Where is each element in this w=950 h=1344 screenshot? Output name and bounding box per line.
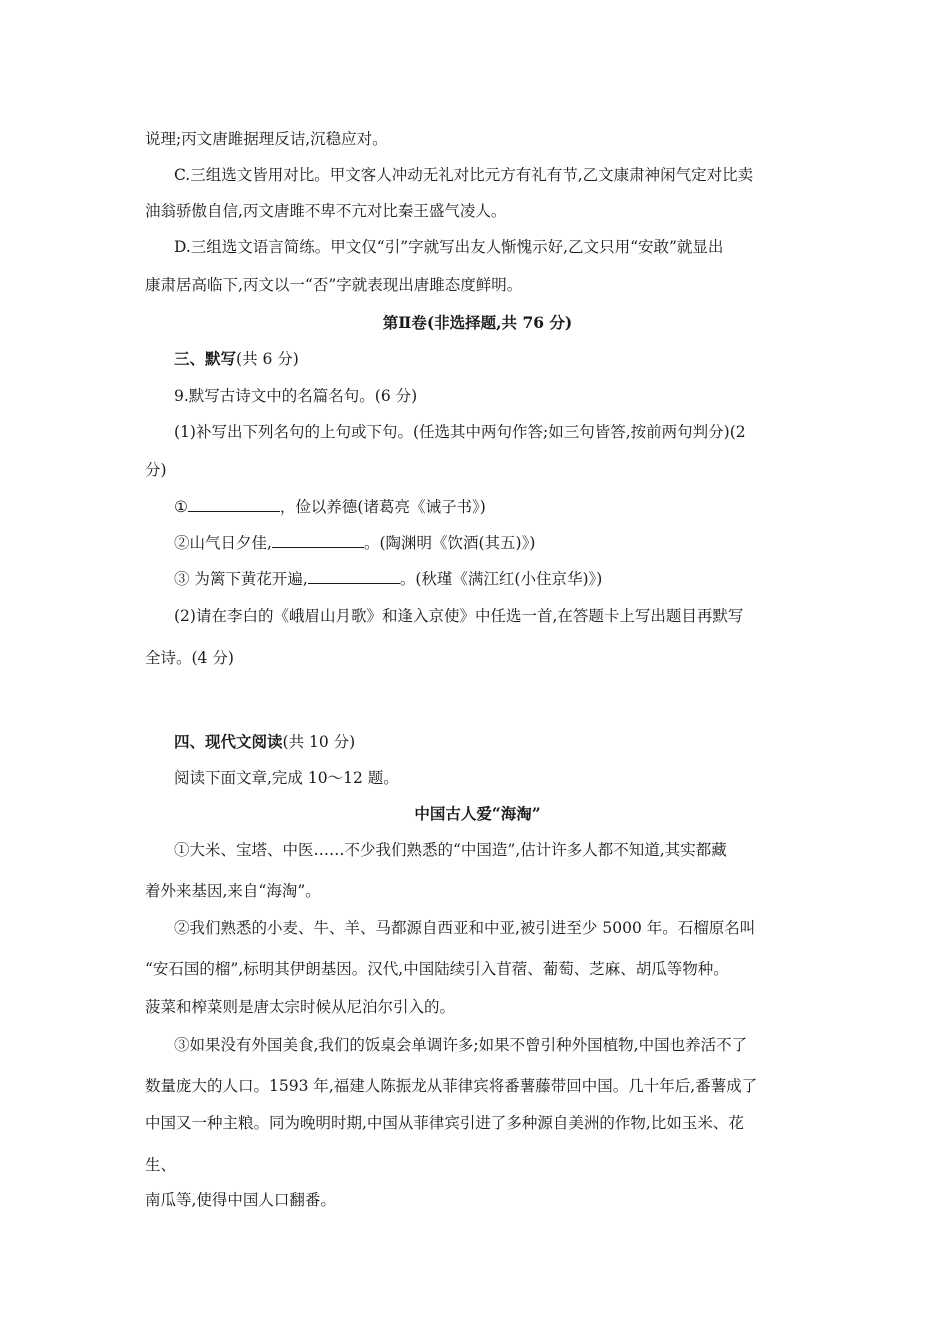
option-b-continuation: 说理;丙文唐雎据理反诘,沉稳应对。 xyxy=(145,130,388,148)
fill-item-2 xyxy=(174,532,839,554)
option-c-line-1: C.三组选文皆用对比。甲文客人冲动无礼对比元方有礼有节,乙文康肃神闲气定对比卖 xyxy=(174,166,754,184)
answer-blank-3[interactable] xyxy=(308,569,400,584)
paragraph-2-line-3: 菠菜和榨菜则是唐太宗时候从尼泊尔引入的。 xyxy=(145,998,456,1016)
fill-item-1 xyxy=(174,496,839,518)
paragraph-3-line-1: ③如果没有外国美食,我们的饭桌会单调许多;如果不曾引种外国植物,中国也养活不了 xyxy=(174,1036,748,1054)
question-9-2-line-2: 全诗。(4 分) xyxy=(145,649,234,667)
question-9-2-line-1: (2)请在李白的《峨眉山月歌》和逢入京使》中任选一首,在答题卡上写出题目再默写 xyxy=(174,607,744,625)
question-9: 9.默写古诗文中的名篇名句。(6 分) xyxy=(174,387,418,405)
answer-blank-1[interactable] xyxy=(188,497,280,512)
fill-item-2-source: 。(陶渊明《饮酒(其五)》) xyxy=(363,534,536,552)
fill-item-2-text: ②山气日夕佳, xyxy=(174,534,272,552)
section-heading-reading xyxy=(174,731,839,753)
paragraph-3-line-3: 中国又一种主粮。同为晚明时期,中国从菲律宾引进了多种源自美洲的作物,比如玉米、花 xyxy=(145,1114,744,1132)
option-d-line-1: D.三组选文语言简练。甲文仅“引”字就写出友人惭愧示好,乙文只用“安敢”就显出 xyxy=(174,238,724,256)
option-d-line-2: 康肃居高临下,丙文以一“否”字就表现出唐雎态度鲜明。 xyxy=(145,276,523,294)
option-c-line-2: 油翁骄傲自信,丙文唐雎不卑不亢对比秦王盛气凌人。 xyxy=(145,202,507,220)
section-title-part-2: 第Ⅱ卷(非选择题,共 76 分) xyxy=(382,313,573,332)
paragraph-1-line-1: ①大米、宝塔、中医……不少我们熟悉的“中国造”,估计许多人都不知道,其实都藏 xyxy=(174,841,727,859)
paragraph-2-line-2: “安石国的榴”,标明其伊朗基因。汉代,中国陆续引入苜蓿、葡萄、芝麻、胡瓜等物种。 xyxy=(145,960,729,978)
paragraph-3-line-4: 生、 xyxy=(145,1156,177,1174)
fill-item-1-marker: ① xyxy=(174,498,188,516)
paragraph-3-line-5: 南瓜等,使得中国人口翻番。 xyxy=(145,1191,336,1209)
paragraph-1-line-2: 着外来基因,来自“海淘”。 xyxy=(145,882,321,900)
fill-item-3 xyxy=(174,568,839,590)
section-heading-label: 三、默写 xyxy=(174,349,237,368)
article-title: 中国古人爱“海淘” xyxy=(414,804,541,823)
question-9-1-line-2: 分) xyxy=(145,461,167,479)
paragraph-2-line-1: ②我们熟悉的小麦、牛、羊、马都源自西亚和中亚,被引进至少 5000 年。石榴原名叫 xyxy=(174,919,756,937)
question-9-1-line-1: (1)补写出下列名句的上句或下句。(任选其中两句作答;如三句皆答,按前两句判分)(2 xyxy=(174,423,746,441)
section-heading-score: (共 10 分) xyxy=(282,733,356,751)
reading-instruction: 阅读下面文章,完成 10～12 题。 xyxy=(174,769,399,787)
section-heading-score: (共 6 分) xyxy=(236,350,299,368)
paragraph-3-line-2: 数量庞大的人口。1593 年,福建人陈振龙从菲律宾将番薯藤带回中国。几十年后,番薯成了 xyxy=(145,1077,758,1095)
fill-item-3-text: ③ 为篱下黄花开遍, xyxy=(174,570,308,588)
fill-item-3-source: 。(秋瑾《满江红(小住京华)》) xyxy=(399,570,603,588)
section-heading-label: 四、现代文阅读 xyxy=(174,732,283,751)
answer-blank-2[interactable] xyxy=(272,533,364,548)
section-heading-dictation xyxy=(174,348,839,370)
fill-item-1-source: ，俭以养德(诸葛亮《诫子书》) xyxy=(279,498,486,516)
